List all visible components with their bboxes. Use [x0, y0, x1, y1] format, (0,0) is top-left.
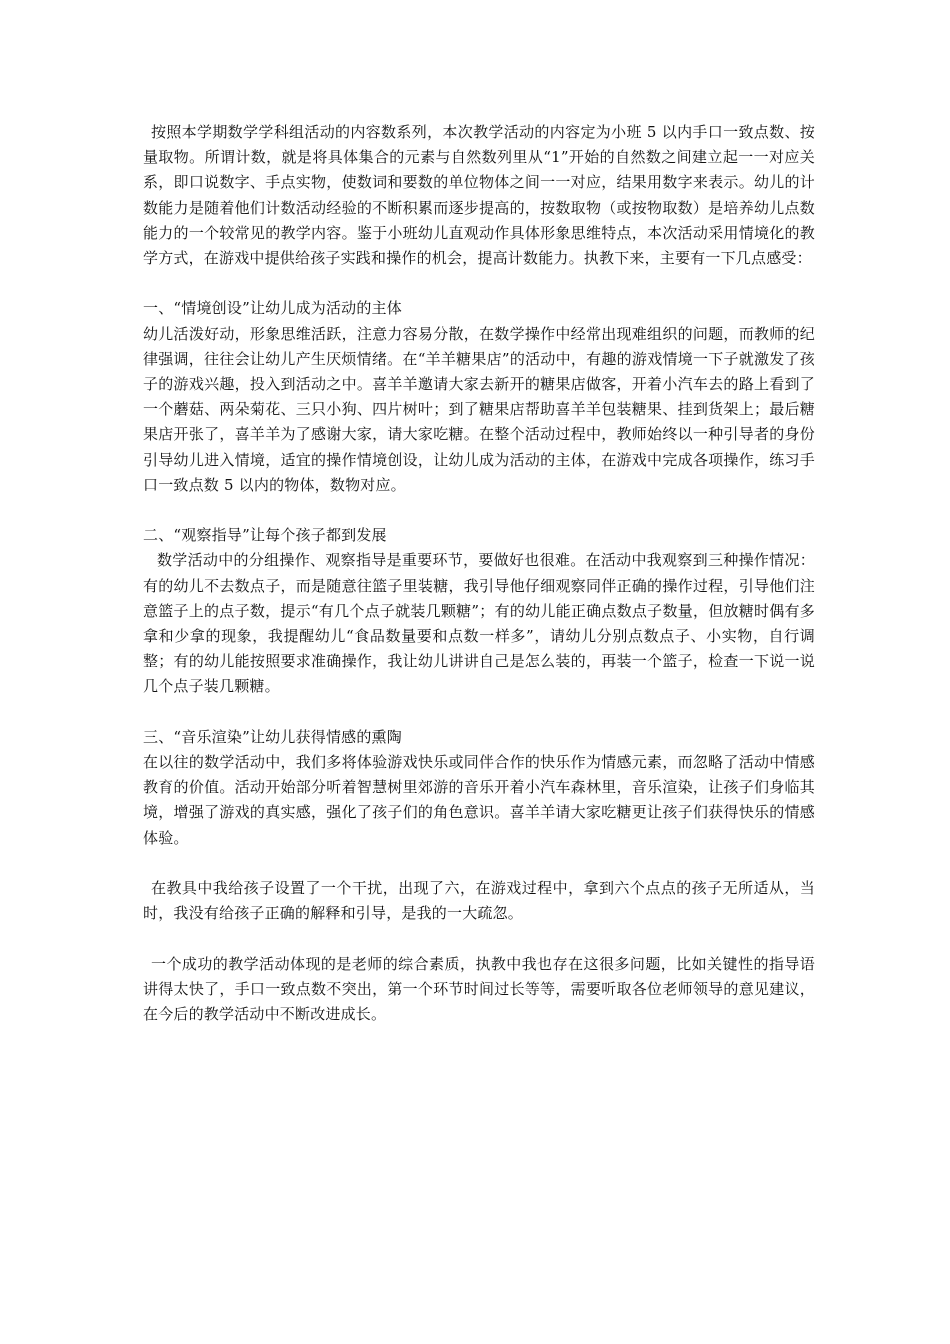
section-3-body: 在以往的数学活动中，我们多将体验游戏快乐或同伴合作的快乐作为情感元素，而忽略了活动中情感教育的价值。活动开始部分听着智慧树里郊游的音乐开着小汽车森林里，音乐渲染，让孩子们身临其境，增强了游戏的真实感，强化了孩子们的角色意识。喜羊羊请大家吃糖更让孩子们获得快乐的情感体验。 — [143, 753, 815, 847]
paragraph-spacer — [143, 700, 815, 725]
section-2-heading: 二、“观察指导”让每个孩子都到发展 — [143, 526, 387, 545]
section-3-heading: 三、“音乐渲染”让幼儿获得情感的熏陶 — [143, 727, 402, 746]
section-1-heading: 一、“情境创设”让幼儿成为活动的主体 — [143, 299, 402, 318]
paragraph-spacer — [143, 926, 815, 951]
paragraph-spacer — [143, 498, 815, 523]
paragraph-spacer — [143, 851, 815, 876]
document-body — [143, 120, 815, 1027]
paragraph-spacer — [143, 271, 815, 296]
section-2-body: 数学活动中的分组操作、观察指导是重要环节，要做好也很难。在活动中我观察到三种操作情况：有的幼儿不去数点子，而是随意往篮子里装糖，我引导他仔细观察同伴正确的操作过程，引导他们注意篮子上的点子数，提示“有几个点子就装几颗糖”；有的幼儿能正确点数点子数量，但放糖时偶有多拿和少拿的现象，我提醒幼儿“食品数量要和点数一样多”，请幼儿分别点数点子、小实物，自行调整；有的幼儿能按照要求准确操作，我让幼儿讲讲自己是怎么装的，再装一个篮子，检查一下说一说几个点子装几颗糖。 — [143, 551, 815, 696]
intro-paragraph: 按照本学期数学学科组活动的内容数系列，本次教学活动的内容定为小班 5 以内手口一致点数、按量取物。所谓计数，就是将具体集合的元素与自然数列里从“1”开始的自然数之间建立起一一对应关系，即口说数字、手点实物，使数词和要数的单位物体之间一一对应，结果用数字来表示。幼儿的计数能力是随着他们计数活动经验的不断积累而逐步提高的，按数取物（或按物取数）是培养幼儿点数能力的一个较常见的教学内容。鉴于小班幼儿直观动作具体形象思维特点，本次活动采用情境化的教学方式，在游戏中提供给孩子实践和操作的机会，提高计数能力。执教下来，主要有一下几点感受： — [143, 123, 815, 268]
conclusion-paragraph: 一个成功的教学活动体现的是老师的综合素质，执教中我也存在这很多问题，比如关键性的指导语讲得太快了，手口一致点数不突出，第一个环节时间过长等等，需要听取各位老师领导的意见建议，在今后的教学活动中不断改进成长。 — [143, 954, 815, 1024]
reflection-paragraph: 在教具中我给孩子设置了一个干扰，出现了六，在游戏过程中，拿到六个点点的孩子无所适从，当时，我没有给孩子正确的解释和引导，是我的一大疏忽。 — [143, 879, 815, 923]
section-1-body: 幼儿活泼好动，形象思维活跃，注意力容易分散，在数学操作中经常出现难组织的问题，而教师的纪律强调，往往会让幼儿产生厌烦情绪。在“羊羊糖果店”的活动中，有趣的游戏情境一下子就激发了孩子的游戏兴趣，投入到活动之中。喜羊羊邀请大家去新开的糖果店做客，开着小汽车去的路上看到了一个蘑菇、两朵菊花、三只小狗、四片树叶；到了糖果店帮助喜羊羊包装糖果、挂到货架上；最后糖果店开张了，喜羊羊为了感谢大家，请大家吃糖。在整个活动过程中，教师始终以一种引导者的身份引导幼儿进入情境，适宜的操作情境创设，让幼儿成为活动的主体，在游戏中完成各项操作，练习手口一致点数 5 以内的物体，数物对应。 — [143, 324, 815, 494]
